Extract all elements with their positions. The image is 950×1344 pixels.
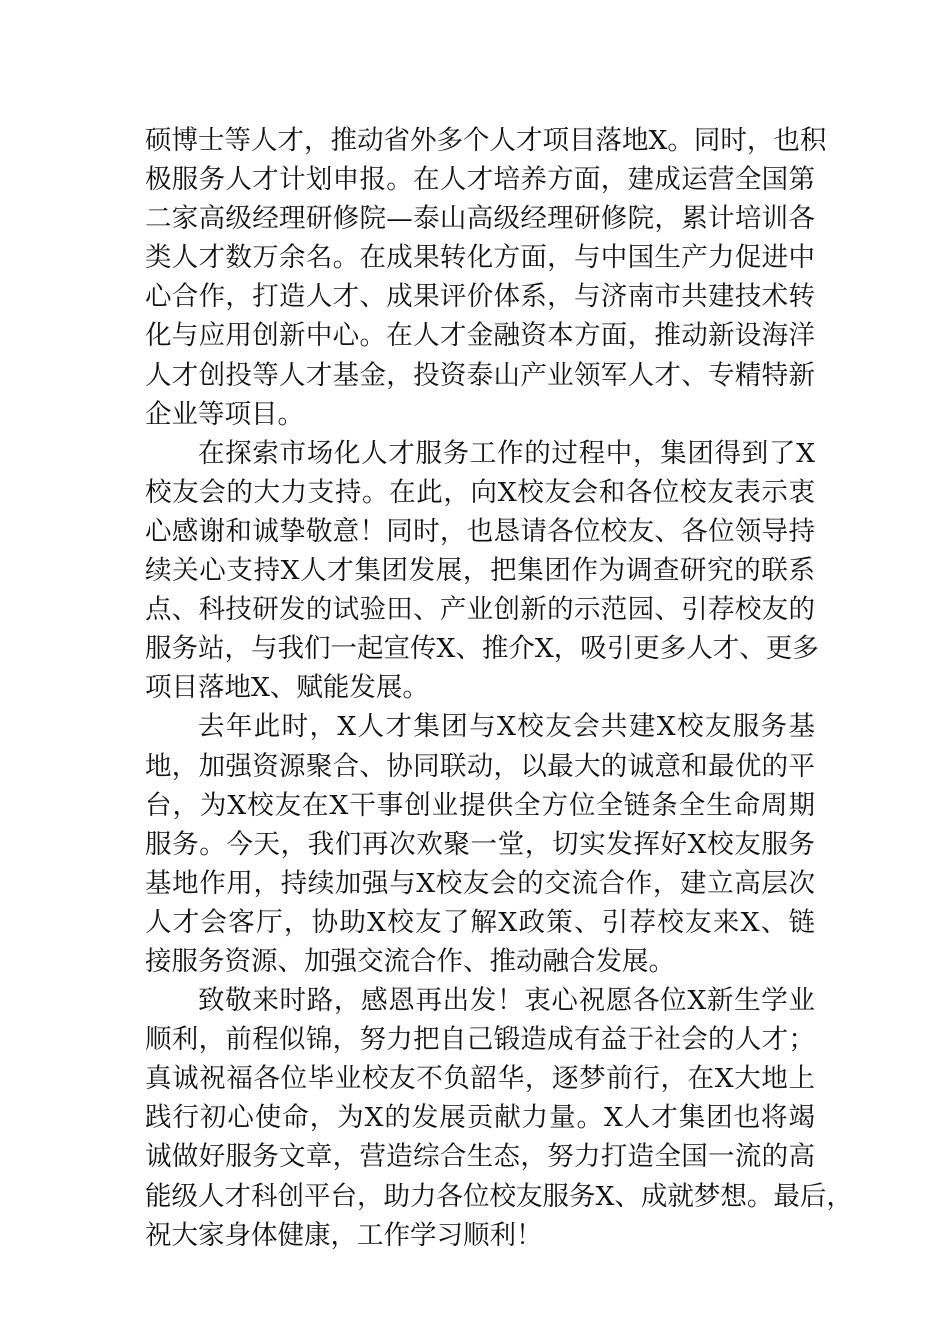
paragraph-line: 在探索市场化人才服务工作的过程中，集团得到了X [198,437,815,469]
paragraph-line: 台，为X校友在X干事创业提供全方位全链条全生命周期 [145,789,815,821]
paragraph-line: 心合作，打造人才、成果评价体系，与济南市共建技术转 [145,281,815,313]
paragraph-line: 校友会的大力支持。在此，向X校友会和各位校友表示衷 [145,476,815,508]
paragraph-line: 点、科技研发的试验田、产业创新的示范园、引荐校友的 [145,594,815,626]
paragraph-line: 践行初心使命，为X的发展贡献力量。X人才集团也将竭 [145,1102,815,1134]
paragraph-line: 类人才数万余名。在成果转化方面，与中国生产力促进中 [145,242,815,274]
paragraph-line: 接服务资源、加强交流合作、推动融合发展。 [145,945,675,977]
paragraph-line: 服务。今天，我们再次欢聚一堂，切实发挥好X校友服务 [145,828,815,860]
paragraph-line: 真诚祝福各位毕业校友不负韶华，逐梦前行，在X大地上 [145,1063,815,1095]
paragraph-line: 地，加强资源聚合、协同联动，以最大的诚意和最优的平 [145,750,815,782]
paragraph-line: 心感谢和诚挚敬意！同时，也恳请各位校友、各位领导持 [145,515,815,547]
paragraph [145,121,827,434]
paragraph-line: 极服务人才计划申报。在人才培养方面，建成运营全国第 [145,164,815,196]
paragraph-line: 致敬来时路，感恩再出发！衷心祝愿各位X新生学业 [198,985,815,1017]
paragraph [145,434,819,708]
paragraph-line: 诚做好服务文章，营造综合生态，努力打造全国一流的高 [145,1141,815,1173]
paragraph [145,707,815,981]
paragraph-line: 人才创投等人才基金，投资泰山产业领军人才、专精特新 [145,359,815,391]
document-body [145,121,853,1255]
paragraph-line: 去年此时，X人才集团与X校友会共建X校友服务基 [198,711,815,743]
paragraph-line: 祝大家身体健康，工作学习顺利！ [145,1219,543,1251]
paragraph-line: 人才会客厅，协助X校友了解X政策、引荐校友来X、链 [145,906,815,938]
paragraph-line: 硕博士等人才，推动省外多个人才项目落地X。同时，也积 [145,125,827,156]
paragraph [145,981,853,1255]
paragraph-line: 二家高级经理研修院—泰山高级经理研修院，累计培训各 [145,203,815,235]
paragraph-line: 企业等项目。 [145,398,304,430]
paragraph-line: 能级人才科创平台，助力各位校友服务X、成就梦想。最后， [145,1180,853,1212]
paragraph-line: 项目落地X、赋能发展。 [145,672,429,704]
paragraph-line: 续关心支持X人才集团发展，把集团作为调查研究的联系 [145,555,815,587]
paragraph-line: 化与应用创新中心。在人才金融资本方面，推动新设海洋 [145,320,815,352]
paragraph-line: 基地作用，持续加强与X校友会的交流合作，建立高层次 [145,867,815,899]
paragraph-line: 服务站，与我们一起宣传X、推介X，吸引更多人才、更多 [145,633,819,665]
paragraph-line: 顺利，前程似锦，努力把自己锻造成有益于社会的人才； [145,1024,815,1056]
